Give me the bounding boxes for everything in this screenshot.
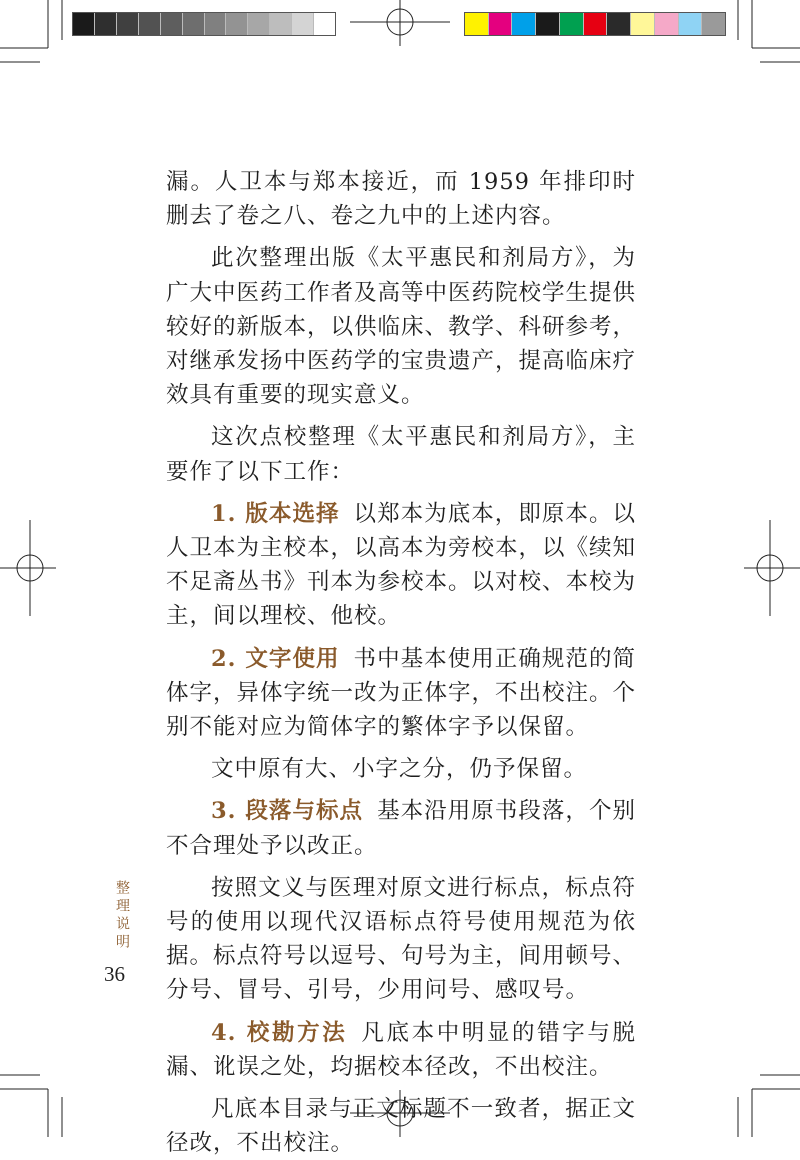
- paragraph: 此次整理出版《太平惠民和剂局方》，为广大中医药工作者及高等中医药院校学生提供较好的新版本，以供临床、教学、科研参考，对继承发扬中医药学的宝贵遗产，提高临床疗效具有重要的现实意义。: [166, 245, 637, 409]
- color-swatch: [679, 13, 703, 35]
- paragraph: 漏。人卫本与郑本接近，而 1959 年排印时删去了卷之八、卷之九中的上述内容。: [166, 169, 636, 230]
- page-number: 36: [104, 962, 125, 986]
- color-swatch: [205, 13, 227, 35]
- color-swatch: [465, 13, 489, 35]
- color-calibration-bar: [464, 12, 726, 36]
- section-paragraph: [166, 1016, 636, 1084]
- color-swatch: [292, 13, 314, 35]
- color-swatch: [584, 13, 608, 35]
- color-swatch: [73, 13, 95, 35]
- crop-mark-top-right: [738, 0, 800, 62]
- color-swatch: [95, 13, 117, 35]
- color-swatch: [702, 13, 725, 35]
- section-text: 凡底本中明显的错字与脱漏、讹误之处，均据校本径改，不出校注。: [166, 1019, 636, 1080]
- section-side-label: 整理说明: [114, 880, 130, 952]
- section-text: 书中基本使用正确规范的简体字，异体字统一改为正体字，不出校注。个别不能对应为简体字的繁体字予以保留。: [166, 645, 637, 741]
- color-swatch: [226, 13, 248, 35]
- gray-calibration-bar: [72, 12, 336, 36]
- color-swatch: [139, 13, 161, 35]
- paragraph: 凡底本目录与正文标题不一致者，据正文径改，不出校注。: [166, 1096, 636, 1157]
- paragraph: 按照文义与医理对原文进行标点，标点符号的使用以现代汉语标点符号使用规范为依据。标点符号以逗号、句号为主，间用顿号、分号、冒号、引号，少用问号、感叹号。: [166, 874, 637, 1004]
- registration-target-right: [744, 520, 800, 616]
- paragraph: 这次点校整理《太平惠民和剂局方》，主要作了以下工作：: [166, 424, 636, 485]
- paragraph: 文中原有大、小字之分，仍予保留。: [211, 756, 588, 783]
- section-paragraph: [166, 497, 636, 634]
- color-swatch: [248, 13, 270, 35]
- crop-mark-bottom-left: [0, 1075, 62, 1137]
- color-swatch: [512, 13, 536, 35]
- section-text: 基本沿用原书段落，个别不合理处予以改正。: [166, 798, 636, 859]
- section-heading: 4. 校勘方法: [211, 1019, 348, 1046]
- section-heading: 1. 版本选择: [211, 500, 340, 527]
- color-swatch: [536, 13, 560, 35]
- registration-target-left: [0, 520, 56, 616]
- color-swatch: [161, 13, 183, 35]
- color-swatch: [489, 13, 513, 35]
- color-swatch: [560, 13, 584, 35]
- crop-mark-top-left: [0, 0, 62, 62]
- color-swatch: [314, 13, 335, 35]
- color-swatch: [117, 13, 139, 35]
- section-heading: 2. 文字使用: [211, 645, 340, 672]
- color-swatch: [183, 13, 205, 35]
- section-heading: 3. 段落与标点: [211, 798, 364, 825]
- color-swatch: [631, 13, 655, 35]
- color-swatch: [270, 13, 292, 35]
- body-text: [166, 165, 636, 1160]
- section-text: 以郑本为底本，即原本。以人卫本为主校本，以高本为旁校本，以《续知不足斋丛书》刊本为参校本。以对校、本校为主，间以理校、他校。: [166, 500, 637, 630]
- color-swatch: [655, 13, 679, 35]
- registration-target-top: [350, 0, 450, 46]
- section-paragraph: [166, 642, 636, 745]
- crop-mark-bottom-right: [738, 1075, 800, 1137]
- color-swatch: [607, 13, 631, 35]
- section-paragraph: [166, 794, 636, 862]
